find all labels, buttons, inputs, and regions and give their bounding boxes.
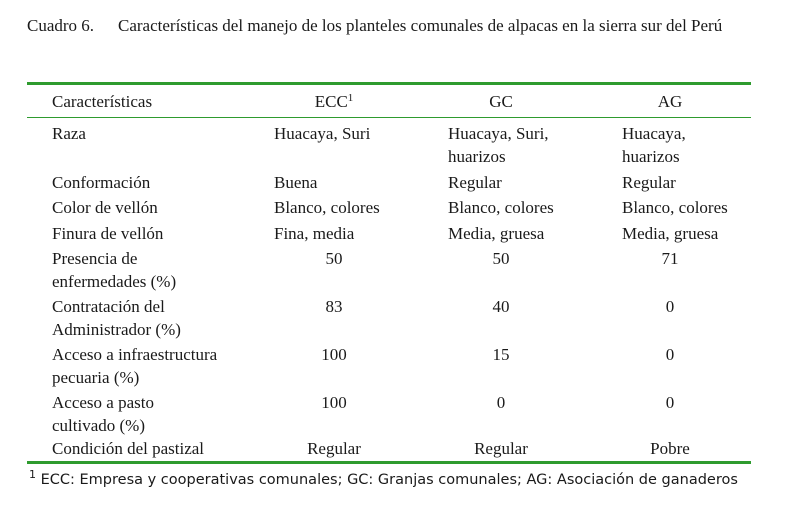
row-conformacion-gc: Regular xyxy=(448,173,502,192)
row-raza-label: Raza xyxy=(52,124,86,143)
row-finura-gc: Media, gruesa xyxy=(448,224,545,243)
header-gc: GC xyxy=(489,92,513,111)
row-infraestructura-label-line1: Acceso a infraestructura xyxy=(52,345,218,364)
row-pasto-gc: 0 xyxy=(496,393,506,412)
row-pasto-label-line1: Acceso a pasto xyxy=(52,393,154,412)
row-color-gc: Blanco, colores xyxy=(448,198,554,217)
row-infraestructura-ag: 0 xyxy=(665,345,675,364)
row-infraestructura-ecc: 100 xyxy=(321,345,347,364)
row-enfermedades-gc: 50 xyxy=(492,249,510,268)
row-conformacion-ag: Regular xyxy=(622,173,676,192)
row-color-ag: Blanco, colores xyxy=(622,198,728,217)
header-caracteristicas: Características xyxy=(52,92,153,111)
row-enfermedades-ag: 71 xyxy=(661,249,679,268)
footnote-mark: 1 xyxy=(29,468,36,481)
row-pasto-ecc: 100 xyxy=(321,393,347,412)
header-ecc-label: ECC xyxy=(314,92,348,111)
row-enfermedades-label-line2: enfermedades (%) xyxy=(52,272,177,291)
row-raza-ecc: Huacaya, Suri xyxy=(274,124,371,143)
row-pastizal-gc: Regular xyxy=(474,439,528,458)
caption-text: Características del manejo de los planteles comunales de alpacas en la sierra sur del Perú xyxy=(118,16,723,35)
table-header-rule xyxy=(27,117,751,118)
footnote-text: ECC: Empresa y cooperativas comunales; GC: Granjas comunales; AG: Asociación de ganaderos xyxy=(36,472,738,488)
table-top-rule xyxy=(27,82,751,85)
row-administrador-label-line1: Contratación del xyxy=(52,297,165,316)
row-color-label: Color de vellón xyxy=(52,198,158,217)
header-ecc xyxy=(274,90,394,113)
row-raza-ag-line2: huarizos xyxy=(622,147,680,166)
row-pastizal-ecc: Regular xyxy=(307,439,361,458)
row-pastizal-label: Condición del pastizal xyxy=(52,439,205,458)
row-administrador-ag: 0 xyxy=(665,297,675,316)
table-footnote xyxy=(29,470,738,490)
row-pasto-label-line2: cultivado (%) xyxy=(52,416,145,435)
row-administrador-ecc: 83 xyxy=(325,297,343,316)
row-raza-gc-line1: Huacaya, Suri, xyxy=(448,124,549,143)
row-conformacion-label: Conformación xyxy=(52,173,151,192)
row-finura-ag: Media, gruesa xyxy=(622,224,719,243)
row-raza-gc-line2: huarizos xyxy=(448,147,506,166)
row-color-ecc: Blanco, colores xyxy=(274,198,380,217)
row-enfermedades-label-line1: Presencia de xyxy=(52,249,138,268)
row-administrador-gc: 40 xyxy=(492,297,510,316)
row-pastizal-ag: Pobre xyxy=(650,439,690,458)
table-bottom-rule xyxy=(27,461,751,464)
row-pasto-ag: 0 xyxy=(665,393,675,412)
row-administrador-label-line2: Administrador (%) xyxy=(52,320,181,339)
row-raza-ag-line1: Huacaya, xyxy=(622,124,686,143)
caption-label: Cuadro 6. xyxy=(27,16,95,35)
row-enfermedades-ecc: 50 xyxy=(325,249,343,268)
row-infraestructura-label-line2: pecuaria (%) xyxy=(52,368,140,387)
row-conformacion-ecc: Buena xyxy=(274,173,318,192)
header-ag: AG xyxy=(657,92,683,111)
row-finura-label: Finura de vellón xyxy=(52,224,164,243)
row-finura-ecc: Fina, media xyxy=(274,224,355,243)
row-infraestructura-gc: 15 xyxy=(492,345,510,364)
header-ecc-superscript: 1 xyxy=(347,92,354,104)
